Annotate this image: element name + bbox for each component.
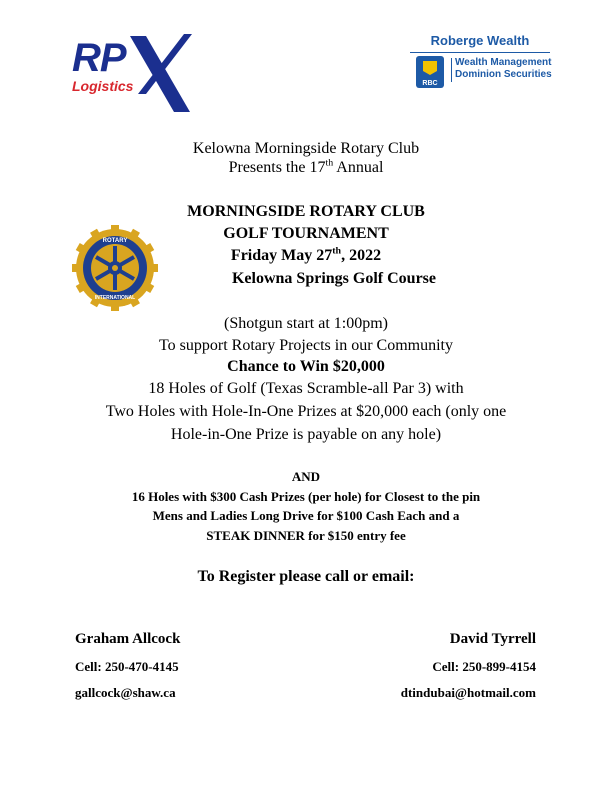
event-title-2: GOLF TOURNAMENT (223, 225, 389, 242)
roberge-divider (410, 52, 550, 53)
shotgun-start: (Shotgun start at 1:00pm) (224, 315, 388, 332)
rotary-top-text: ROTARY (102, 238, 128, 244)
presents-line: Presents the 17th Annual (228, 157, 384, 176)
rotary-bottom-text: INTERNATIONAL (94, 295, 136, 301)
contact-email-1[interactable]: gallcock@shaw.ca (75, 685, 176, 700)
chance-to-win: Chance to Win $20,000 (227, 358, 385, 375)
rbc-line-dominion: Dominion Securities (455, 69, 552, 80)
rpx-logistics-logo (68, 34, 193, 114)
rbc-divider (451, 58, 452, 82)
rbc-shield-icon (415, 55, 445, 89)
contact-cell-2: Cell: 250-899-4154 (432, 659, 536, 674)
rpx-logo-subtext: Logistics (72, 78, 134, 94)
contact-cell-1: Cell: 250-470-4145 (75, 659, 179, 674)
hole-in-one-line-1: Two Holes with Hole-In-One Prizes at $20,000 each (only one (105, 403, 507, 420)
hole-in-one-line-2: Hole-in-One Prize is payable on any hole) (170, 426, 442, 443)
club-name: Kelowna Morningside Rotary Club (192, 140, 420, 157)
support-line: To support Rotary Projects in our Community (159, 337, 453, 354)
prize-line-3: STEAK DINNER for $150 entry fee (206, 528, 406, 543)
rpx-logo-text: RP (72, 36, 126, 80)
contact-name-1: Graham Allcock (75, 631, 181, 647)
event-date: Friday May 27th, 2022 (230, 245, 382, 264)
prize-line-1: 16 Holes with $300 Cash Prizes (per hole) for Closest to the pin (131, 489, 481, 504)
rbc-badge-text: RBC (422, 80, 438, 87)
rbc-line-wealth: Wealth Management (455, 57, 552, 68)
register-heading: To Register please call or email: (197, 568, 415, 585)
contact-email-2[interactable]: dtindubai@hotmail.com (400, 685, 536, 700)
prize-line-2: Mens and Ladies Long Drive for $100 Cash Each and a (152, 508, 460, 523)
roberge-wealth-title: Roberge Wealth (430, 33, 530, 48)
holes-line: 18 Holes of Golf (Texas Scramble-all Par 3) with (148, 380, 464, 397)
event-title-1: MORNINGSIDE ROTARY CLUB (187, 203, 425, 220)
event-venue: Kelowna Springs Golf Course (231, 270, 436, 287)
rpx-x-mark-icon (124, 34, 194, 114)
contact-name-2: David Tyrrell (449, 631, 536, 647)
and-separator: AND (291, 469, 321, 484)
